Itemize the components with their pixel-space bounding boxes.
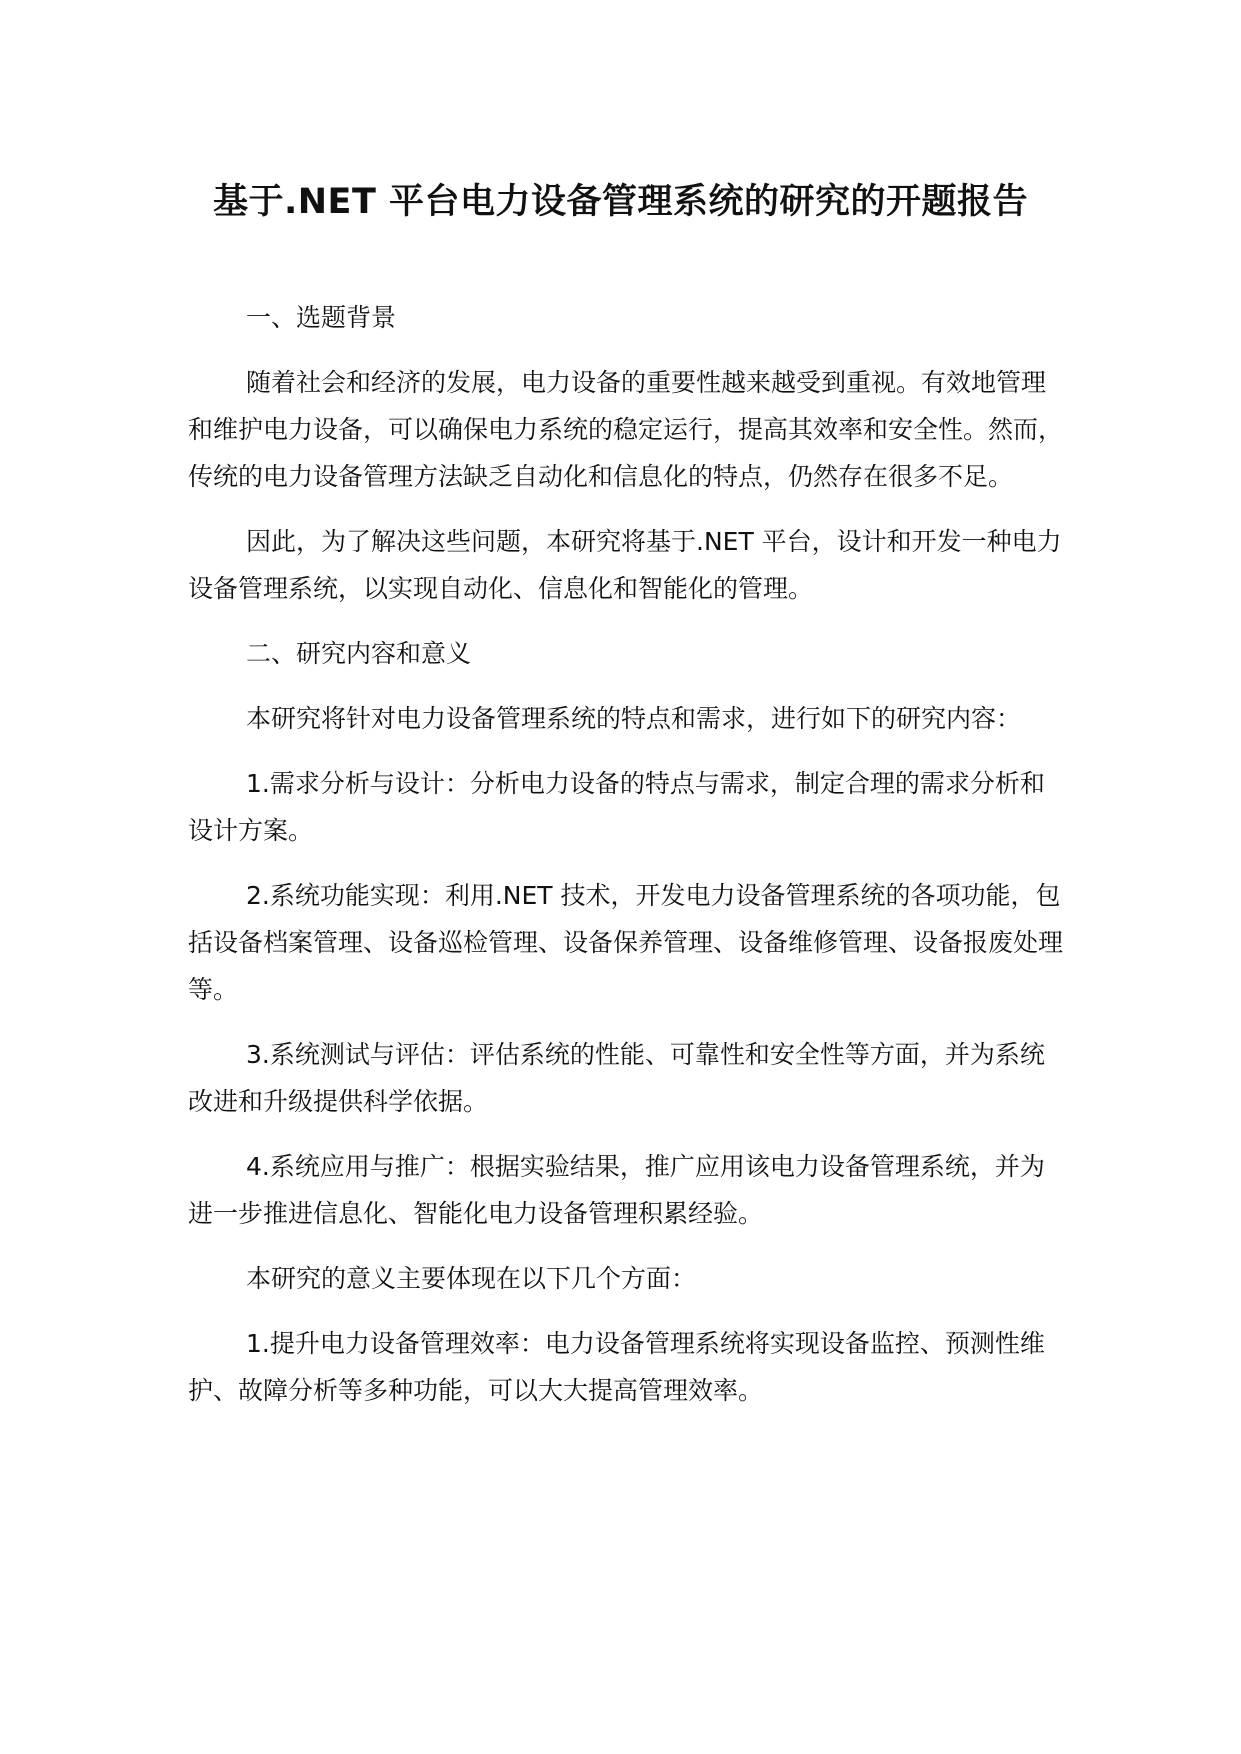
section-heading-content: 二、研究内容和意义 [246, 639, 472, 668]
paragraph-item-3: 3.系统测试与评估：评估系统的性能、可靠性和安全性等方面，并为系统改进和升级提供科学依据。 [188, 1040, 1045, 1116]
document-title: 基于.NET 平台电力设备管理系统的研究的开题报告 [212, 182, 1029, 222]
paragraph-significance-intro: 本研究的意义主要体现在以下几个方面： [246, 1264, 697, 1293]
paragraph-item-1: 1.需求分析与设计：分析电力设备的特点与需求，制定合理的需求分析和设计方案。 [188, 769, 1045, 845]
paragraph-item-4: 4.系统应用与推广：根据实验结果，推广应用该电力设备管理系统，并为进一步推进信息化、智能化电力设备管理积累经验。 [188, 1152, 1045, 1228]
paragraph-background-2: 因此，为了解决这些问题，本研究将基于.NET 平台，设计和开发一种电力设备管理系统，以实现自动化、信息化和智能化的管理。 [188, 527, 1062, 603]
paragraph-content-intro: 本研究将针对电力设备管理系统的特点和需求，进行如下的研究内容： [246, 704, 1022, 733]
document-body [188, 294, 1068, 1432]
paragraph-background-1: 随着社会和经济的发展，电力设备的重要性越来越受到重视。有效地管理和维护电力设备，可以确保电力系统的稳定运行，提高其效率和安全性。然而，传统的电力设备管理方法缺乏自动化和信息化的特点，仍然存在很多不足。 [188, 368, 1064, 491]
paragraph-item-2: 2.系统功能实现：利用.NET 技术，开发电力设备管理系统的各项功能，包括设备档案管理、设备巡检管理、设备保养管理、设备维修管理、设备报废处理等。 [188, 881, 1064, 1004]
paragraph-significance-1: 1.提升电力设备管理效率：电力设备管理系统将实现设备监控、预测性维护、故障分析等多种功能，可以大大提高管理效率。 [188, 1329, 1045, 1405]
section-heading-background: 一、选题背景 [246, 303, 397, 332]
